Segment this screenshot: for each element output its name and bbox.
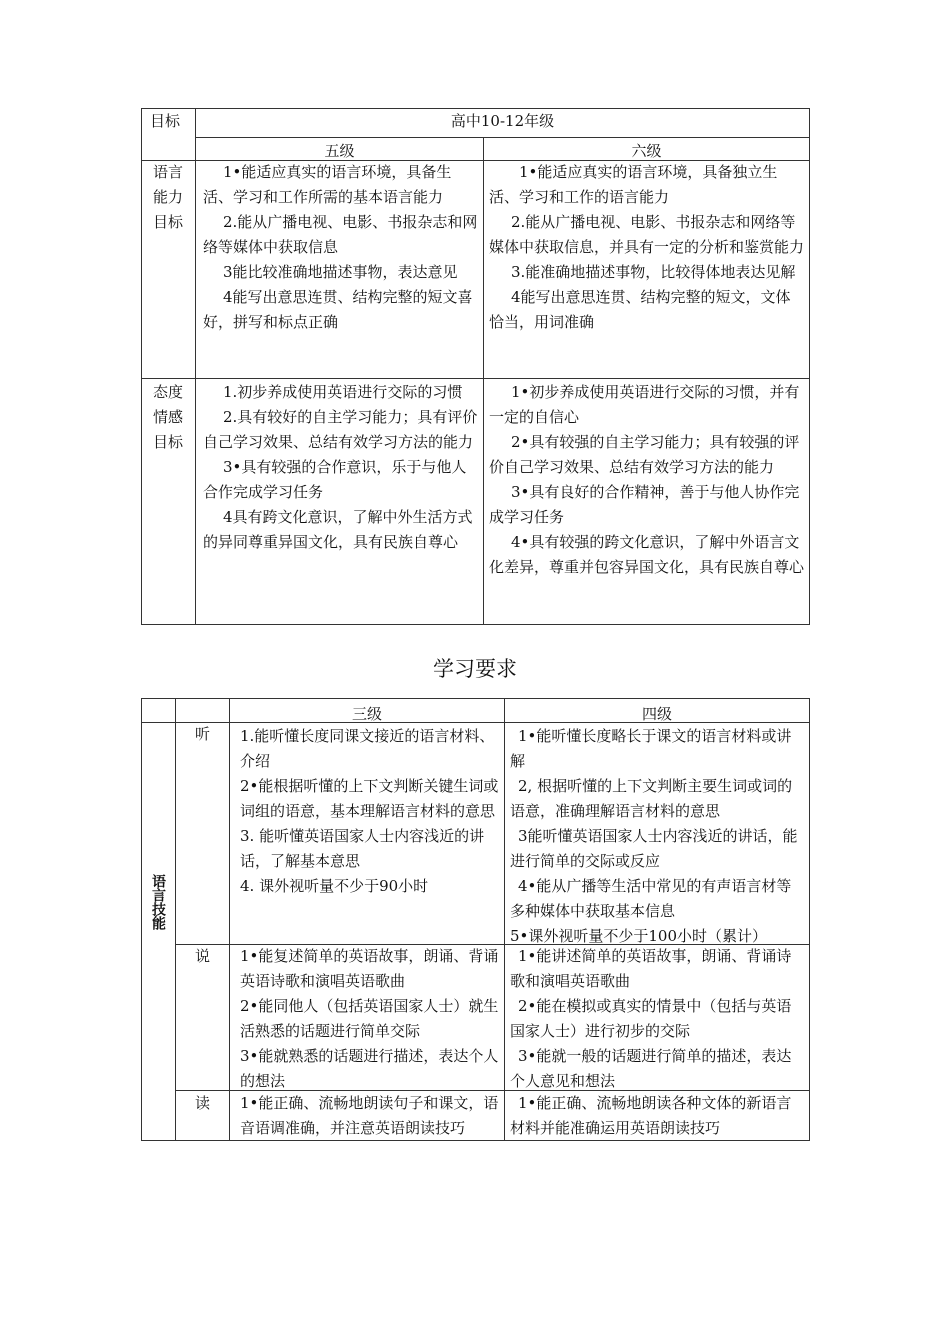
para: 3•具有良好的合作精神，善于与他人协作完成学习任务 [489, 483, 800, 526]
para: 2.能从广播电视、电影、书报杂志和网络等媒体中获取信息 [203, 213, 478, 256]
para: 2.能从广播电视、电影、书报杂志和网络等媒体中获取信息，并具有一定的分析和鉴赏能力 [489, 213, 805, 256]
reading-level3 [240, 1091, 500, 1140]
para: 2•能在模拟或真实的情景中（包括与英语国家人士）进行初步的交际 [510, 997, 792, 1040]
para: 3.能准确地描述事物，比较得体地表达见解 [511, 263, 796, 281]
row-label-language-ability: 语言能力目标 [152, 163, 183, 231]
para: 3•能就熟悉的话题进行描述，表达个人的想法 [240, 1047, 499, 1090]
para: 2•具有较强的自主学习能力；具有较强的评价自己学习效果、总结有效学习方法的能力 [489, 433, 800, 476]
para: 2.具有较好的自主学习能力；具有评价自己学习效果、总结有效学习方法的能力 [203, 408, 478, 451]
para: 1•能正确、流畅地朗读各种文体的新语言材料并能准确运用英语朗读技巧 [510, 1094, 792, 1137]
listening-level4 [510, 724, 805, 944]
para: 3•能就一般的话题进行简单的描述，表达个人意见和想法 [510, 1047, 792, 1090]
speaking-level4 [510, 944, 805, 1090]
language-ability-level5 [203, 160, 479, 378]
para: 1•能听懂长度略长于课文的语言材料或讲解 [510, 727, 792, 770]
para: 3. 能听懂英语国家人士内容浅近的讲话，了解基本意思 [240, 827, 485, 870]
para: 3能听懂英语国家人士内容浅近的讲话，能进行简单的交际或反应 [510, 827, 798, 870]
attitude-level6 [489, 380, 805, 624]
grade-range-header: 高中10-12年级 [450, 112, 555, 130]
attitude-level5 [203, 380, 479, 624]
listening-level3 [240, 724, 500, 944]
para: 2, 根据听懂的上下文判断主要生词或词的语意，准确理解语言材料的意思 [510, 777, 793, 820]
section-title: 学习要求 [433, 657, 517, 681]
para: 1•能复述简单的英语故事，朗诵、背诵英语诗歌和演唱英语歌曲 [240, 947, 499, 990]
category-language-skills: 语言技能 [150, 874, 166, 930]
para: 4•具有较强的跨文化意识，了解中外语言文化差异，尊重并包容异国文化，具有民族自尊心 [489, 533, 805, 576]
level6-header: 六级 [631, 142, 662, 160]
para: 1•能正确、流畅地朗读句子和课文，语音语调准确，并注意英语朗读技巧 [240, 1094, 499, 1137]
speaking-level3 [240, 944, 500, 1090]
level4-header: 四级 [641, 705, 672, 722]
para: 1•能适应真实的语言环境，具备独立生活、学习和工作的语言能力 [489, 163, 778, 206]
para: 1•能讲述简单的英语故事，朗诵、背诵诗歌和演唱英语歌曲 [510, 947, 792, 990]
para: 1•初步养成使用英语进行交际的习惯，并有一定的自信心 [489, 383, 800, 426]
para: 1•能适应真实的语言环境，具备生活、学习和工作所需的基本语言能力 [203, 163, 452, 206]
para: 3•具有较强的合作意识，乐于与他人合作完成学习任务 [203, 458, 467, 501]
level3-header: 三级 [351, 705, 382, 722]
para: 3能比较准确地描述事物，表达意见 [223, 263, 458, 281]
reading-level4 [510, 1091, 805, 1140]
row-label-attitude: 态度情感目标 [152, 383, 183, 451]
para: 5•课外视听量不少于100小时（累计） [510, 927, 768, 944]
level5-header: 五级 [324, 142, 355, 160]
para: 4能写出意思连贯、结构完整的短文，文体恰当，用词准确 [489, 288, 791, 331]
para: 1.初步养成使用英语进行交际的习惯 [223, 383, 463, 401]
para: 4. 课外视听量不少于90小时 [240, 877, 429, 895]
goals-corner-label: 目标 [150, 112, 181, 130]
para: 2•能同他人（包括英语国家人士）就生活熟悉的话题进行简单交际 [240, 997, 499, 1040]
skill-reading: 读 [194, 1094, 210, 1112]
para: 2•能根据听懂的上下文判断关键生词或词组的语意，基本理解语言材料的意思 [240, 777, 499, 820]
language-ability-level6 [489, 160, 805, 378]
para: 4具有跨文化意识，了解中外生活方式的异同尊重异国文化，具有民族自尊心 [203, 508, 473, 551]
skill-speaking: 说 [194, 947, 210, 965]
skill-listening: 听 [194, 725, 210, 743]
para: 1.能听懂长度同课文接近的语言材料、介绍 [240, 727, 495, 770]
para: 4能写出意思连贯、结构完整的短文喜好，拼写和标点正确 [203, 288, 473, 331]
para: 4•能从广播等生活中常见的有声语言材等多种媒体中获取基本信息 [510, 877, 792, 920]
